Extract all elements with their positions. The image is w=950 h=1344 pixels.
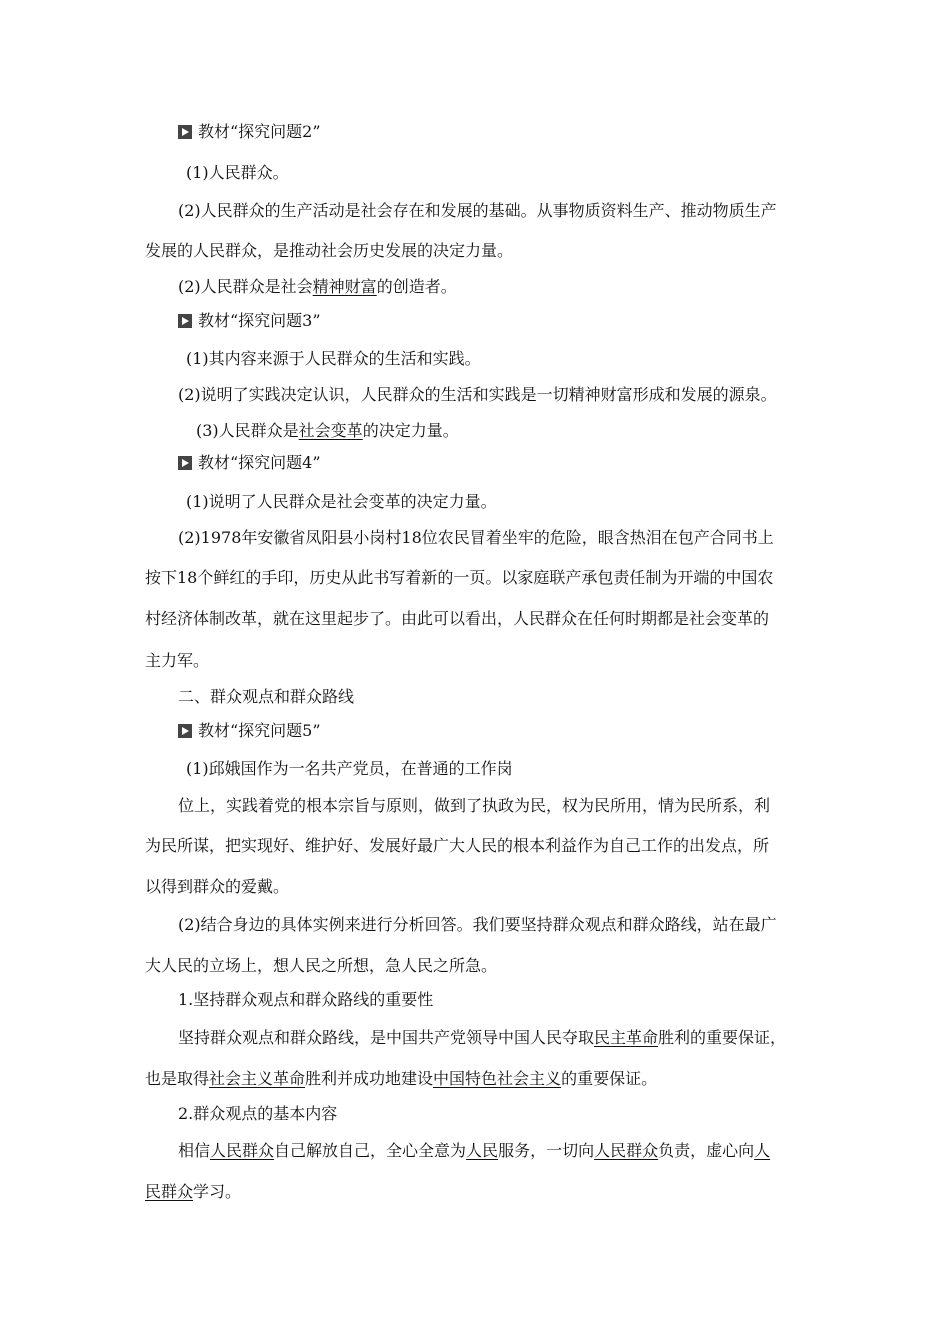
paragraph: (1)其内容来源于人民群众的生活和实践。 [186, 349, 481, 368]
paragraph: (1)人民群众。 [186, 163, 289, 182]
blank-answer: 中国特色社会主义 [433, 1069, 562, 1088]
section-heading-q4: 教材“探究问题4” [178, 452, 321, 474]
section-heading-q2: 教材“探究问题2” [178, 121, 321, 143]
paragraph: (2)人民群众是社会精神财富的创造者。 [178, 277, 457, 296]
play-triangle-icon [178, 724, 192, 738]
paragraph: 主力军。 [145, 651, 210, 670]
blank-answer: 社会主义革命 [209, 1069, 306, 1088]
paragraph: 按下18个鲜红的手印，历史从此书写着新的一页。以家庭联产承包责任制为开端的中国农 [145, 568, 774, 587]
paragraph: 发展的人民群众，是推动社会历史发展的决定力量。 [145, 241, 514, 260]
section-heading-q3: 教材“探究问题3” [178, 310, 321, 332]
paragraph: 为民所谋，把实现好、维护好、发展好最广大人民的根本利益作为自己工作的出发点，所 [145, 836, 770, 855]
blank-answer: 社会变革 [298, 421, 363, 440]
paragraph: 坚持群众观点和群众路线，是中国共产党领导中国人民夺取民主革命胜利的重要保证， [178, 1028, 787, 1047]
paragraph: (2)1978年安徽省凤阳县小岗村18位农民冒着坐牢的危险，眼含热泪在包产合同书上 [178, 528, 774, 547]
play-triangle-icon [178, 314, 192, 328]
paragraph: (2)说明了实践决定认识，人民群众的生活和实践是一切精神财富形成和发展的源泉。 [178, 385, 777, 404]
paragraph: 位上，实践着党的根本宗旨与原则，做到了执政为民，权为民所用，情为民所系，利 [178, 796, 771, 815]
section-title: 二、群众观点和群众路线 [178, 687, 355, 706]
paragraph: (1)邱娥国作为一名共产党员，在普通的工作岗 [186, 759, 513, 778]
paragraph: (3)人民群众是社会变革的决定力量。 [196, 421, 459, 440]
blank-answer: 人民群众 [210, 1141, 275, 1160]
paragraph: (2)结合身边的具体实例来进行分析回答。我们要坚持群众观点和群众路线，站在最广 [178, 915, 777, 934]
paragraph: 民群众学习。 [145, 1182, 242, 1201]
section-title: 2.群众观点的基本内容 [178, 1104, 338, 1123]
play-triangle-icon [178, 125, 192, 139]
paragraph: 以得到群众的爱戴。 [145, 877, 290, 896]
paragraph: (2)人民群众的生产活动是社会存在和发展的基础。从事物质资料生产、推动物质生产 [178, 201, 777, 220]
paragraph: 也是取得社会主义革命胜利并成功地建设中国特色社会主义的重要保证。 [145, 1069, 658, 1088]
paragraph: 村经济体制改革，就在这里起步了。由此可以看出，人民群众在任何时期都是社会变革的 [145, 609, 770, 628]
paragraph: (1)说明了人民群众是社会变革的决定力量。 [186, 492, 497, 511]
blank-answer: 民主革命 [594, 1028, 659, 1047]
section-title: 1.坚持群众观点和群众路线的重要性 [178, 990, 434, 1009]
paragraph: 大人民的立场上，想人民之所想，急人民之所急。 [145, 956, 498, 975]
blank-answer: 人 [754, 1141, 771, 1160]
blank-answer: 人民 [466, 1141, 499, 1160]
section-heading-q5: 教材“探究问题5” [178, 720, 321, 742]
play-triangle-icon [178, 456, 192, 470]
paragraph: 相信人民群众自己解放自己，全心全意为人民服务，一切向人民群众负责，虚心向人 [178, 1141, 771, 1160]
blank-answer: 人民群众 [594, 1141, 659, 1160]
blank-answer: 民群众 [145, 1182, 194, 1201]
blank-answer: 精神财富 [312, 277, 377, 296]
